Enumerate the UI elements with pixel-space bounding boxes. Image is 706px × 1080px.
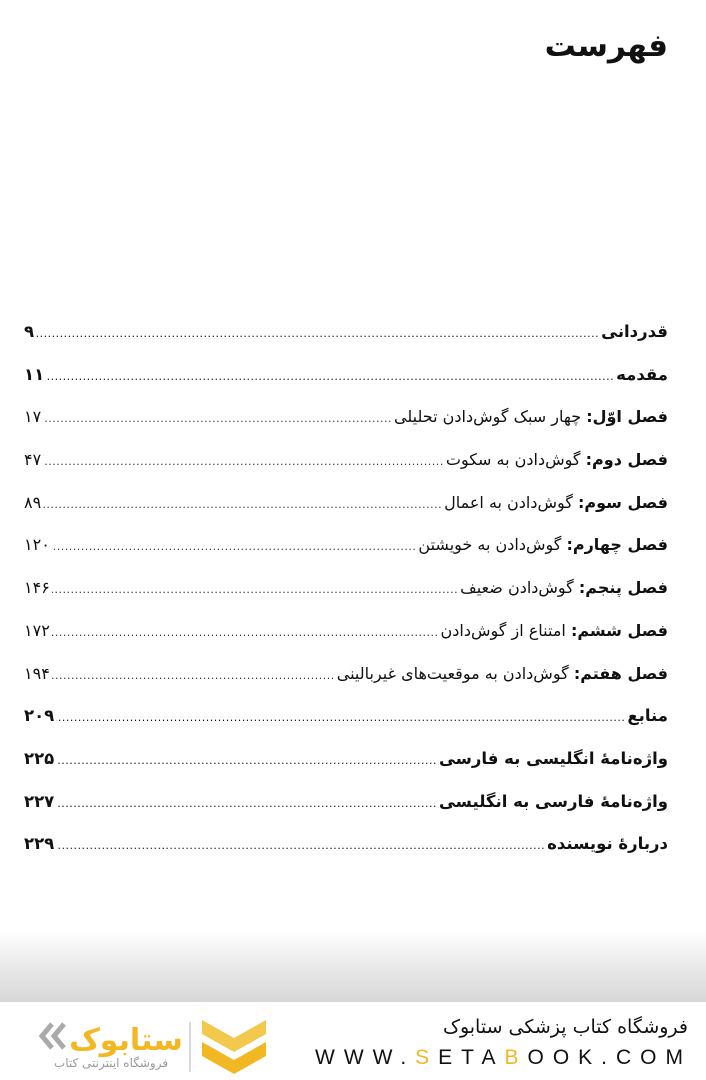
toc-entry-title — [444, 493, 668, 512]
chapter-title: گوش‌دادن به موقعیت‌های غیربالینی — [336, 663, 569, 683]
page-number: ۴۷ — [24, 450, 42, 470]
chapter-title: واژه‌نامهٔ فارسی به انگلیسی — [438, 791, 668, 811]
table-of-contents — [24, 322, 668, 877]
toc-entry[interactable] — [24, 792, 668, 835]
chapter-title: گوش‌دادن به خویشتن — [418, 535, 562, 555]
toc-entry-title — [439, 749, 668, 768]
chapter-title: چهار سبک گوش‌دادن تحلیلی — [394, 407, 582, 427]
chapter-title: واژه‌نامهٔ انگلیسی به فارسی — [438, 748, 668, 768]
page-title: فهرست — [544, 28, 668, 64]
dot-leader — [36, 327, 599, 340]
logo-wordmark: ستابوک — [69, 1023, 183, 1058]
dot-leader — [52, 583, 458, 596]
page-number: ۱۷۲ — [24, 620, 50, 640]
chapter-number: فصل اوّل: — [586, 407, 668, 427]
chapter-title: منابع — [627, 706, 668, 726]
toc-entry[interactable] — [24, 749, 668, 792]
toc-entry-title — [547, 834, 668, 853]
store-name: فروشگاه کتاب پزشکی ستابوک — [442, 1016, 688, 1038]
chapter-number: فصل دوم: — [585, 450, 668, 470]
page-number: ۱۹۴ — [24, 663, 50, 683]
chapter-title: مقدمه — [616, 364, 668, 384]
chapter-number: فصل سوم: — [578, 492, 668, 512]
page-number: ۲۲۷ — [24, 791, 55, 811]
dot-leader — [52, 669, 335, 682]
page-number: ۱۱ — [24, 364, 45, 384]
dot-leader — [56, 754, 437, 767]
page-number: ۲۲۹ — [24, 834, 55, 854]
store-url[interactable]: WWW.SETABOOK.COM — [315, 1046, 692, 1069]
toc-entry[interactable] — [24, 834, 668, 877]
page-number: ۸۹ — [24, 492, 42, 512]
chapter-number: فصل هفتم: — [573, 663, 668, 683]
toc-entry-title — [418, 535, 668, 554]
chapter-title: قدردانی — [601, 322, 668, 341]
toc-entry-title — [627, 706, 668, 725]
toc-entry-title — [439, 792, 668, 811]
logo-tagline: فروشگاه اینترنتی کتاب — [53, 1056, 169, 1070]
toc-entry-title — [616, 365, 668, 384]
toc-entry[interactable] — [24, 407, 668, 450]
toc-entry[interactable] — [24, 322, 668, 365]
page-number: ۲۲۵ — [24, 748, 55, 768]
dot-leader — [56, 797, 437, 810]
dot-leader — [56, 839, 545, 852]
chapter-title: گوش‌دادن ضعیف — [460, 578, 574, 598]
dot-leader — [56, 711, 625, 724]
toc-entry[interactable] — [24, 578, 668, 621]
chapter-number: فصل پنجم: — [578, 578, 668, 598]
double-chevron-icon — [42, 1024, 64, 1048]
page-number: ۱۲۰ — [24, 535, 50, 555]
toc-entry-title — [441, 621, 668, 640]
chapter-title: گوش‌دادن به اعمال — [444, 492, 573, 512]
toc-entry[interactable] — [24, 493, 668, 536]
toc-entry-title — [601, 322, 668, 341]
page-number: ۲۰۹ — [24, 706, 55, 726]
dot-leader — [43, 455, 444, 468]
page-number: ۱۴۶ — [24, 578, 50, 598]
dot-leader — [52, 626, 439, 639]
page-bottom-shadow — [0, 930, 706, 1002]
dot-leader — [43, 498, 442, 511]
toc-entry[interactable] — [24, 450, 668, 493]
footer-banner — [0, 1002, 706, 1080]
toc-entry-title — [446, 450, 668, 469]
chapter-title: امتناع از گوش‌دادن — [440, 620, 566, 640]
dot-leader — [46, 370, 614, 383]
chapter-title: دربارهٔ نویسنده — [547, 834, 668, 854]
toc-entry[interactable] — [24, 706, 668, 749]
toc-entry[interactable] — [24, 535, 668, 578]
chevron-logo-icon — [202, 1020, 266, 1074]
chapter-title: گوش‌دادن به سکوت — [445, 450, 581, 470]
toc-entry-title — [460, 578, 668, 597]
page-number: ۱۷ — [24, 407, 42, 427]
toc-entry-title — [394, 407, 668, 426]
toc-entry[interactable] — [24, 365, 668, 408]
chapter-number: فصل ششم: — [570, 620, 668, 640]
dot-leader — [52, 540, 417, 553]
toc-entry[interactable] — [24, 664, 668, 707]
toc-entry-title — [337, 664, 668, 683]
chapter-number: فصل چهارم: — [566, 535, 668, 555]
page-number: ۹ — [24, 322, 35, 341]
dot-leader — [43, 412, 392, 425]
toc-entry[interactable] — [24, 621, 668, 664]
